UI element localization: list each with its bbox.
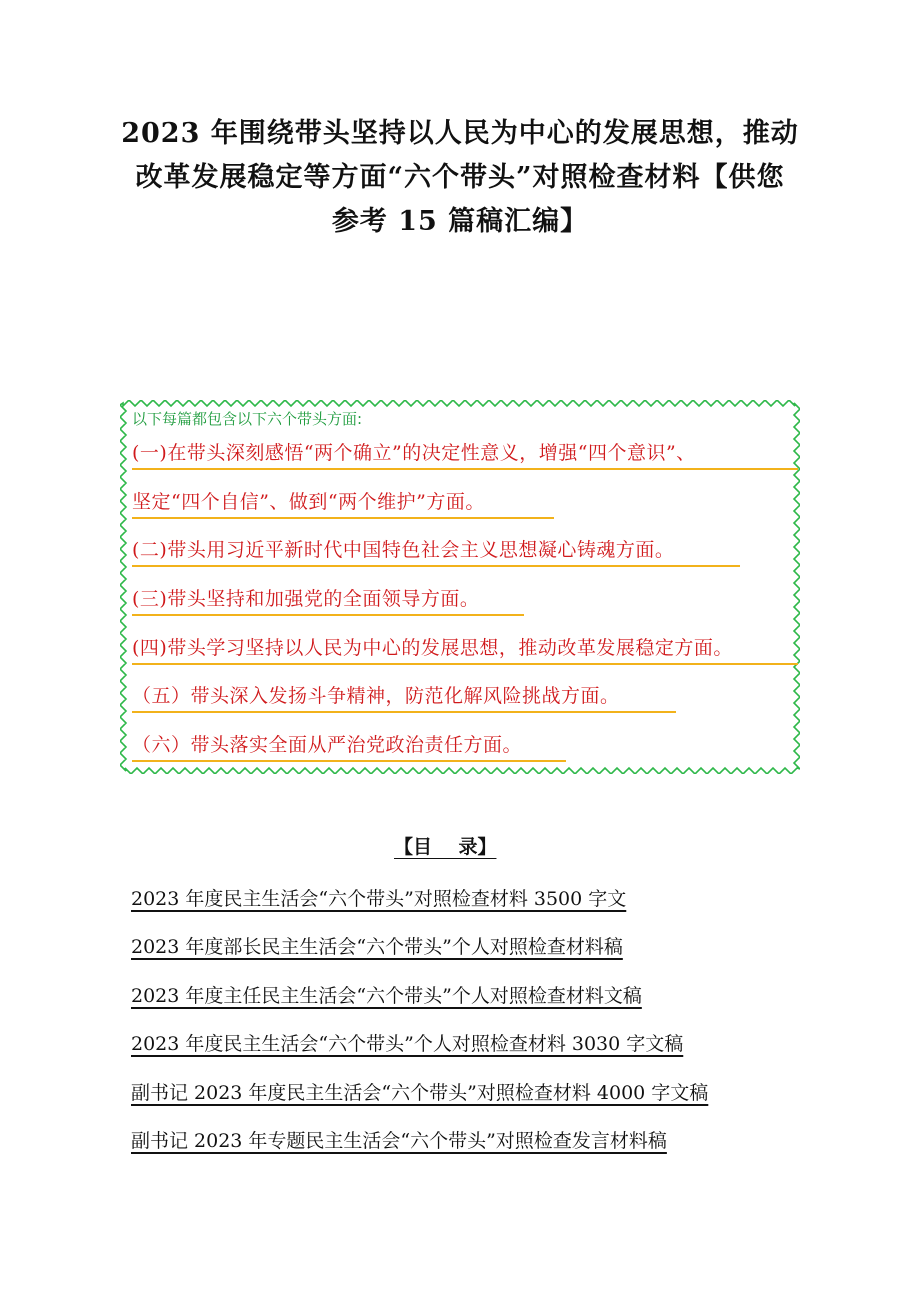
six-aspects-box xyxy=(120,400,800,774)
aspect-line-3: (二)带头用习近平新时代中国特色社会主义思想凝心铸魂方面。 xyxy=(132,537,674,563)
title-line-2: 改革发展稳定等方面“六个带头”对照检查材料【供您 xyxy=(135,162,785,193)
aspect-line-7: （六）带头落实全面从严治党政治责任方面。 xyxy=(132,732,522,758)
toc-item-4[interactable]: 2023 年度民主生活会“六个带头”个人对照检查材料 3030 字文稿 xyxy=(131,1033,684,1055)
aspect-line-4: (三)带头坚持和加强党的全面领导方面。 xyxy=(132,586,479,612)
toc-item-1[interactable]: 2023 年度民主生活会“六个带头”对照检查材料 3500 字文 xyxy=(131,888,627,910)
toc-item-3[interactable]: 2023 年度主任民主生活会“六个带头”个人对照检查材料文稿 xyxy=(131,985,642,1007)
aspect-line-5: (四)带头学习坚持以人民为中心的发展思想，推动改革发展稳定方面。 xyxy=(132,635,733,661)
aspect-line-1: (一)在带头深刻感悟“两个确立”的决定性意义，增强“四个意识”、 xyxy=(132,440,696,466)
document-title xyxy=(108,112,812,244)
aspect-line-2: 坚定“四个自信”、做到“两个维护”方面。 xyxy=(132,489,485,515)
title-line-3: 参考 15 篇稿汇编】 xyxy=(331,206,589,237)
toc-item-2[interactable]: 2023 年度部长民主生活会“六个带头”个人对照检查材料稿 xyxy=(131,936,623,958)
title-line-1: 2023 年围绕带头坚持以人民为中心的发展思想，推动 xyxy=(121,118,799,149)
box-intro: 以下每篇都包含以下六个带头方面: xyxy=(132,410,363,428)
toc-heading: 【目 录】 xyxy=(394,836,497,858)
toc-item-6[interactable]: 副书记 2023 年专题民主生活会“六个带头”对照检查发言材料稿 xyxy=(131,1130,667,1152)
aspect-line-6: （五）带头深入发扬斗争精神，防范化解风险挑战方面。 xyxy=(132,683,620,709)
toc-item-5[interactable]: 副书记 2023 年度民主生活会“六个带头”对照检查材料 4000 字文稿 xyxy=(131,1082,709,1104)
